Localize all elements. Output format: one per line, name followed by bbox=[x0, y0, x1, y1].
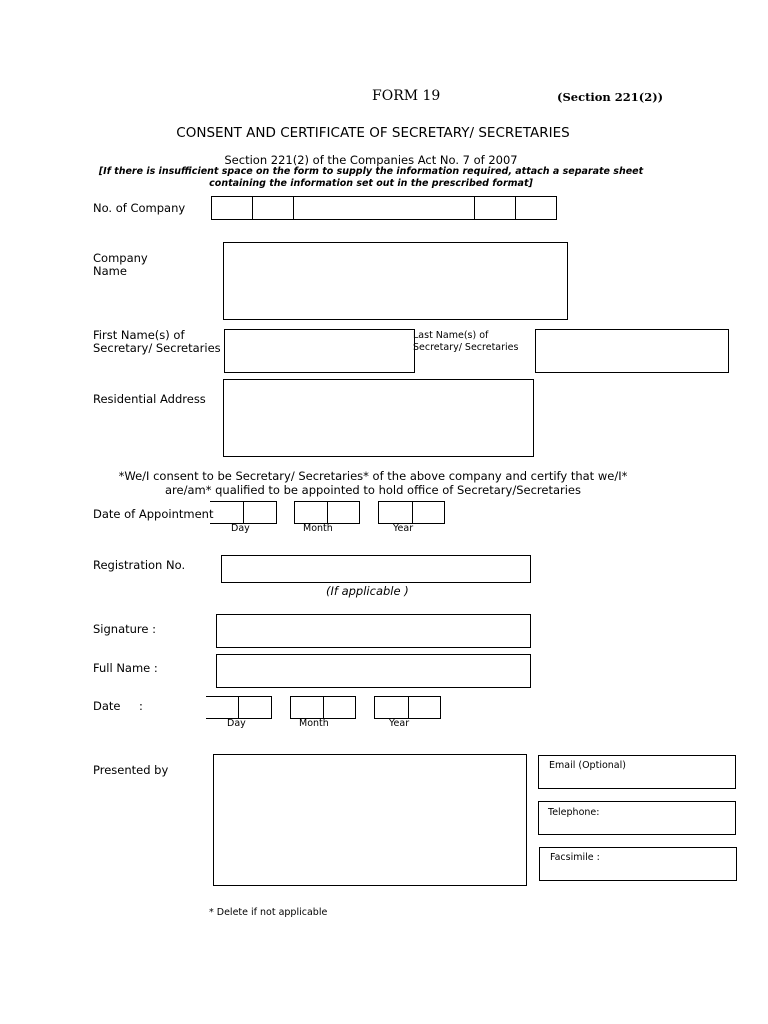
page-title: CONSENT AND CERTIFICATE OF SECRETARY/ SECRETARIES bbox=[176, 125, 570, 141]
date-year-caption: Year bbox=[389, 718, 410, 729]
footnote: * Delete if not applicable bbox=[209, 907, 328, 918]
section-reference: (Section 221(2)) bbox=[557, 90, 664, 104]
date-month-caption: Month bbox=[299, 718, 329, 729]
company-name-field[interactable] bbox=[223, 242, 568, 320]
presented-by-label: Presented by bbox=[93, 763, 169, 777]
appointment-year-caption: Year bbox=[393, 523, 414, 534]
facsimile-label: Facsimile : bbox=[550, 852, 600, 863]
instruction-note-line2: containing the information set out in the prescribed format] bbox=[209, 178, 533, 189]
last-name-label: Last Name(s) of Secretary/ Secretaries bbox=[413, 330, 519, 353]
date-year-field[interactable] bbox=[374, 696, 441, 719]
date-month-field[interactable] bbox=[290, 696, 356, 719]
registration-number-field[interactable] bbox=[221, 555, 531, 583]
company-number-label: No. of Company bbox=[93, 201, 186, 215]
appointment-day-caption: Day bbox=[231, 523, 250, 534]
telephone-label: Telephone: bbox=[548, 807, 600, 818]
date-day-caption: Day bbox=[227, 718, 246, 729]
if-applicable-note: (If applicable ) bbox=[326, 584, 409, 598]
appointment-month-caption: Month bbox=[303, 523, 333, 534]
last-name-field[interactable] bbox=[535, 329, 729, 373]
company-number-field[interactable] bbox=[211, 196, 557, 220]
appointment-year-field[interactable] bbox=[378, 501, 445, 524]
date-label: Date bbox=[93, 699, 121, 713]
first-name-label: First Name(s) of Secretary/ Secretaries bbox=[93, 328, 221, 355]
signature-field[interactable] bbox=[216, 614, 531, 648]
appointment-date-label: Date of Appointment bbox=[93, 507, 214, 521]
company-name-label: Company Name bbox=[93, 251, 148, 278]
act-reference: Section 221(2) of the Companies Act No. 7 of 2007 bbox=[224, 153, 518, 167]
consent-statement: *We/I consent to be Secretary/ Secretaries* of the above company and certify that we/I* are/am* qualified to be appointed to hold office of Secretary/Secretaries bbox=[118, 469, 628, 497]
presented-by-field[interactable] bbox=[213, 754, 527, 886]
appointment-month-field[interactable] bbox=[294, 501, 360, 524]
first-name-field[interactable] bbox=[224, 329, 415, 373]
signature-label: Signature : bbox=[93, 622, 157, 636]
facsimile-field[interactable] bbox=[539, 847, 737, 881]
telephone-field[interactable] bbox=[538, 801, 736, 835]
date-colon: : bbox=[139, 699, 143, 713]
form-title: FORM 19 bbox=[372, 88, 441, 104]
residential-address-label: Residential Address bbox=[93, 392, 206, 406]
instruction-note-line1: [If there is insufficient space on the form to supply the information required, attach a separate sheet bbox=[98, 166, 644, 177]
email-field[interactable] bbox=[538, 755, 736, 789]
appointment-day-field[interactable] bbox=[210, 501, 277, 524]
residential-address-field[interactable] bbox=[223, 379, 534, 457]
full-name-label: Full Name : bbox=[93, 661, 158, 675]
full-name-field[interactable] bbox=[216, 654, 531, 688]
date-day-field[interactable] bbox=[206, 696, 272, 719]
email-label: Email (Optional) bbox=[549, 760, 626, 771]
registration-number-label: Registration No. bbox=[93, 558, 186, 572]
